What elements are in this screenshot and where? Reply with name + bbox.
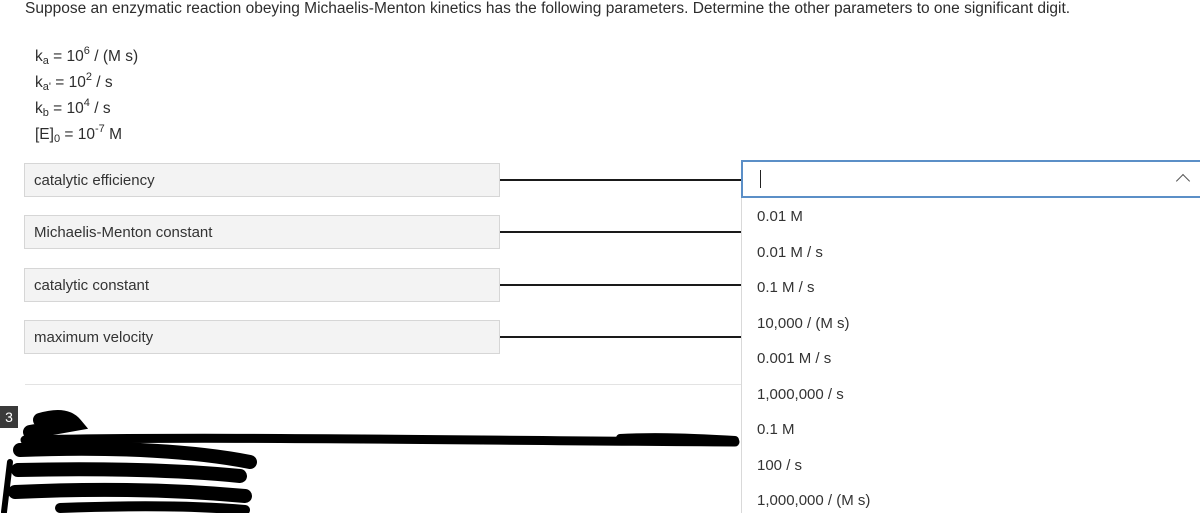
question-prompt: Suppose an enzymatic reaction obeying Michaelis-Menton kinetics has the following parameters. Determine the other parameters to one significant digit.: [25, 0, 1071, 17]
match-connector: [500, 336, 741, 338]
dropdown-option[interactable]: 0.001 M / s: [757, 350, 832, 367]
answer-combobox[interactable]: [741, 160, 1200, 198]
match-connector: [500, 284, 741, 286]
term-label: catalytic efficiency: [34, 172, 155, 189]
param-ka-prime: $k_{a'} = 10^2 / s$: [35, 71, 113, 93]
answer-dropdown-list: [741, 198, 1200, 513]
term-label: catalytic constant: [34, 277, 150, 294]
dropdown-option[interactable]: 0.01 M / s: [757, 243, 823, 261]
match-connector: [500, 179, 741, 181]
question-divider: [25, 384, 741, 385]
term-catalytic-efficiency[interactable]: [24, 163, 500, 197]
dropdown-option[interactable]: 100 / s: [757, 456, 803, 474]
term-catalytic-constant[interactable]: [24, 268, 500, 302]
match-connector: [500, 231, 741, 233]
dropdown-option[interactable]: 10,000 / (M s): [757, 314, 850, 332]
dropdown-option[interactable]: 0.1 M: [757, 421, 795, 438]
param-ka: $k_a = 10^6 / (M$ s): [35, 45, 139, 67]
param-enzyme-concentration: $[E]_0 = 10^{-7}$ M: [35, 123, 122, 145]
text-caret: [760, 170, 761, 188]
dropdown-option[interactable]: 0.01 M: [757, 208, 803, 225]
dropdown-option[interactable]: 0.1 M / s: [757, 279, 815, 296]
term-label: maximum velocity: [34, 329, 154, 346]
term-maximum-velocity[interactable]: [24, 320, 500, 354]
next-question-number: 3: [0, 406, 18, 428]
parameter-list: [35, 38, 139, 145]
redaction-scribble: [0, 400, 741, 513]
term-michaelis-menton-constant[interactable]: [24, 215, 500, 249]
dropdown-option[interactable]: 1,000,000 / s: [757, 385, 844, 403]
param-kb: $k_b = 10^4 / s$: [35, 97, 111, 119]
dropdown-option[interactable]: 1,000,000 / (M s): [757, 492, 871, 509]
term-label: Michaelis-Menton constant: [34, 224, 213, 241]
